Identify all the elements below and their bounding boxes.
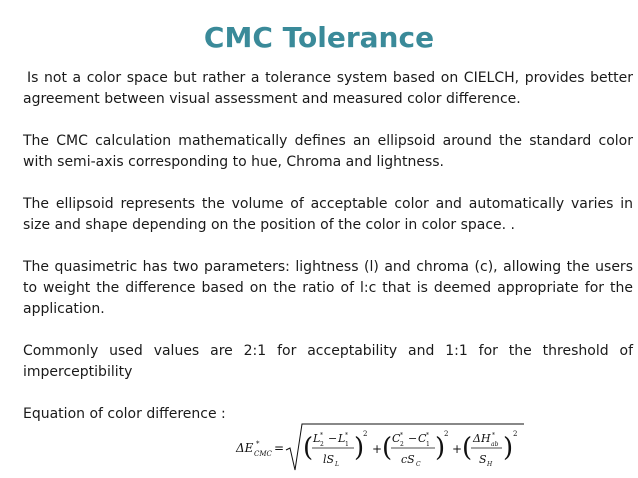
paragraph-ellipsoid-definition: The CMC calculation mathematically defines an ellipsoid around the standard color with semi-axis corresponding to hue, Chroma and lightness. <box>23 133 633 170</box>
svg-text:(: ( <box>303 433 314 463</box>
color-difference-equation <box>232 422 532 476</box>
svg-text:): ) <box>354 433 365 463</box>
svg-text:*: * <box>345 432 348 439</box>
svg-text:L: L <box>338 432 346 445</box>
svg-text:−: − <box>408 432 418 445</box>
svg-text:(: ( <box>462 433 473 463</box>
plus-sign-1: + <box>372 442 383 456</box>
slide-body <box>23 68 633 425</box>
svg-text:ab: ab <box>491 441 499 448</box>
equation-term-chroma <box>382 430 448 468</box>
svg-text:): ) <box>435 433 446 463</box>
slide-title: CMC Tolerance <box>203 21 435 54</box>
svg-text:*: * <box>492 432 495 439</box>
equation-lhs <box>235 440 284 458</box>
svg-text:C: C <box>392 432 401 445</box>
equation-graphic <box>232 422 532 476</box>
svg-text:2: 2 <box>320 441 324 448</box>
svg-text:2: 2 <box>400 441 404 448</box>
svg-text:L: L <box>335 461 339 468</box>
svg-text:ΔE: ΔE <box>236 441 254 455</box>
svg-text:2: 2 <box>513 430 518 438</box>
svg-text:CMC: CMC <box>254 450 272 458</box>
svg-text:C: C <box>416 461 421 468</box>
svg-text:1: 1 <box>345 441 349 448</box>
paragraph-definition: Is not a color space but rather a tolerance system based on CIELCH, provides better agreement between visual assessment and measured color difference. <box>23 70 633 107</box>
paragraph-common-values: Commonly used values are 2:1 for acceptability and 1:1 for the threshold of imperceptibility <box>23 343 633 380</box>
svg-text:*: * <box>400 432 403 439</box>
svg-text:*: * <box>256 440 260 448</box>
svg-text:): ) <box>503 433 514 463</box>
equation-term-lightness <box>303 430 367 468</box>
svg-text:cS: cS <box>401 453 415 466</box>
svg-text:(: ( <box>382 433 393 463</box>
svg-text:2: 2 <box>444 430 449 438</box>
svg-text:L: L <box>313 432 321 445</box>
equation-term-hue <box>462 430 517 468</box>
svg-text:lS: lS <box>323 453 335 466</box>
svg-text:2: 2 <box>363 430 368 438</box>
svg-text:S: S <box>479 453 487 466</box>
svg-text:1: 1 <box>426 441 430 448</box>
svg-text:H: H <box>487 461 493 468</box>
svg-text:C: C <box>418 432 427 445</box>
paragraph-equation-intro: Equation of color difference : <box>23 406 226 422</box>
svg-text:*: * <box>320 432 323 439</box>
svg-text:ΔH: ΔH <box>473 432 491 445</box>
svg-text:=: = <box>274 441 285 455</box>
plus-sign-2: + <box>452 442 463 456</box>
svg-text:−: − <box>328 432 338 445</box>
paragraph-parameters: The quasimetric has two parameters: lightness (l) and chroma (c), allowing the users to weight the difference based on the ratio of l:c that is deemed appropriate for the application. <box>23 259 633 317</box>
svg-text:*: * <box>426 432 429 439</box>
paragraph-ellipsoid-volume: The ellipsoid represents the volume of acceptable color and automatically varies in size and shape depending on the position of the color in color space. . <box>23 196 633 233</box>
